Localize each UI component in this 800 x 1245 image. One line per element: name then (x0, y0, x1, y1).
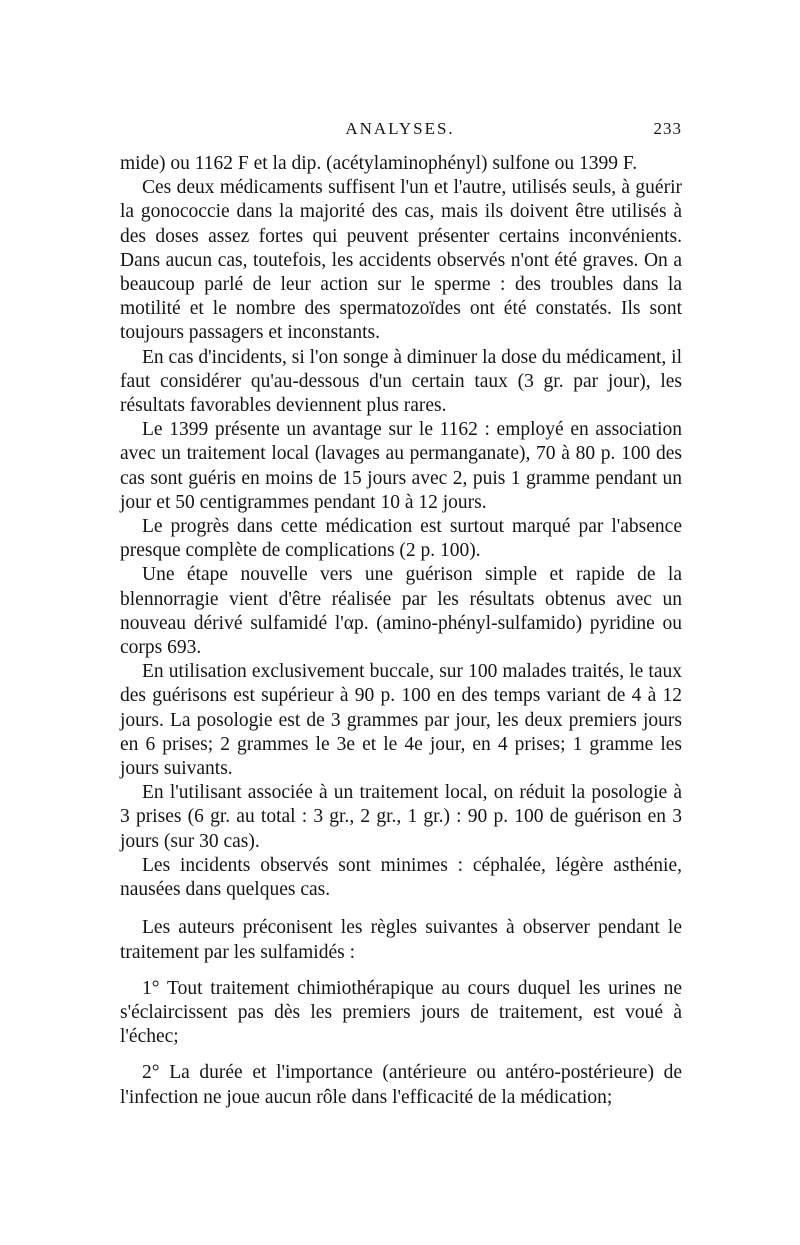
page-number: 233 (653, 119, 682, 138)
paragraph: En utilisation exclusivement buccale, sur 100 malades traités, le taux des guérisons est supérieur à 90 p. 100 en des temps variant de 4 à 12 jours. La posologie est de 3 grammes par jour, les deux premiers jours en 6 prises; 2 grammes le 3e et le 4e jour, en 4 prises; 1 gramme les jours suivants. (120, 661, 682, 780)
paragraph: Le progrès dans cette médication est surtout marqué par l'absence presque complète de complications (2 p. 100). (120, 516, 682, 562)
body-text (120, 152, 682, 1110)
paragraph: Ces deux médicaments suffisent l'un et l'autre, utilisés seuls, à guérir la gonococcie dans la majorité des cas, mais ils doivent être utilisés à des doses assez fortes qui peuvent présenter certains inconvénients. Dans aucun cas, toutefois, les accidents observés n'ont été graves. On a beaucoup parlé de leur action sur le sperme : des troubles dans la motilité et le nombre des spermatozoïdes ont été constatés. Ils sont toujours passagers et inconstants. (120, 177, 682, 344)
paragraph: En cas d'incidents, si l'on songe à diminuer la dose du médicament, il faut considérer qu'au-dessous d'un certain taux (3 gr. par jour), les résultats favorables deviennent plus rares. (120, 346, 682, 417)
paragraph: En l'utilisant associée à un traitement local, on réduit la posologie à 3 prises (6 gr. au total : 3 gr., 2 gr., 1 gr.) : 90 p. 100 de guérison en 3 jours (sur 30 cas). (120, 782, 682, 852)
list-item: 2° La durée et l'importance (antérieure ou antéro-postérieure) de l'infection ne joue aucun rôle dans l'efficacité de la médication; (120, 1062, 682, 1108)
paragraph: Les incidents observés sont minimes : céphalée, légère asthénie, nausées dans quelques cas. (120, 854, 682, 901)
list-item: 1° Tout traitement chimiothérapique au cours duquel les urines ne s'éclaircissent pas dès les premiers jours de traitement, est voué à l'échec; (120, 977, 682, 1048)
paragraph-continuation: mide) ou 1162 F et la dip. (acétylaminophényl) sulfone ou 1399 F. (120, 153, 638, 174)
paragraph: Le 1399 présente un avantage sur le 1162 : employé en association avec un traitement local (lavages au permanganate), 70 à 80 p. 100 des cas sont guéris en moins de 15 jours avec 2, puis 1 gramme pendant un jour et 50 centigrammes pendant 10 à 12 jours. (120, 419, 682, 513)
running-header-title: ANALYSES. (345, 119, 455, 138)
paragraph: Une étape nouvelle vers une guérison simple et rapide de la blennorragie vient d'être réalisée par les résultats obtenus avec un nouveau dérivé sulfamidé l'αp. (amino-phényl-sulfamido) pyridine ou corps 693. (120, 564, 682, 659)
paragraph: Les auteurs préconisent les règles suivantes à observer pendant le traitement par les sulfamidés : (120, 917, 682, 963)
